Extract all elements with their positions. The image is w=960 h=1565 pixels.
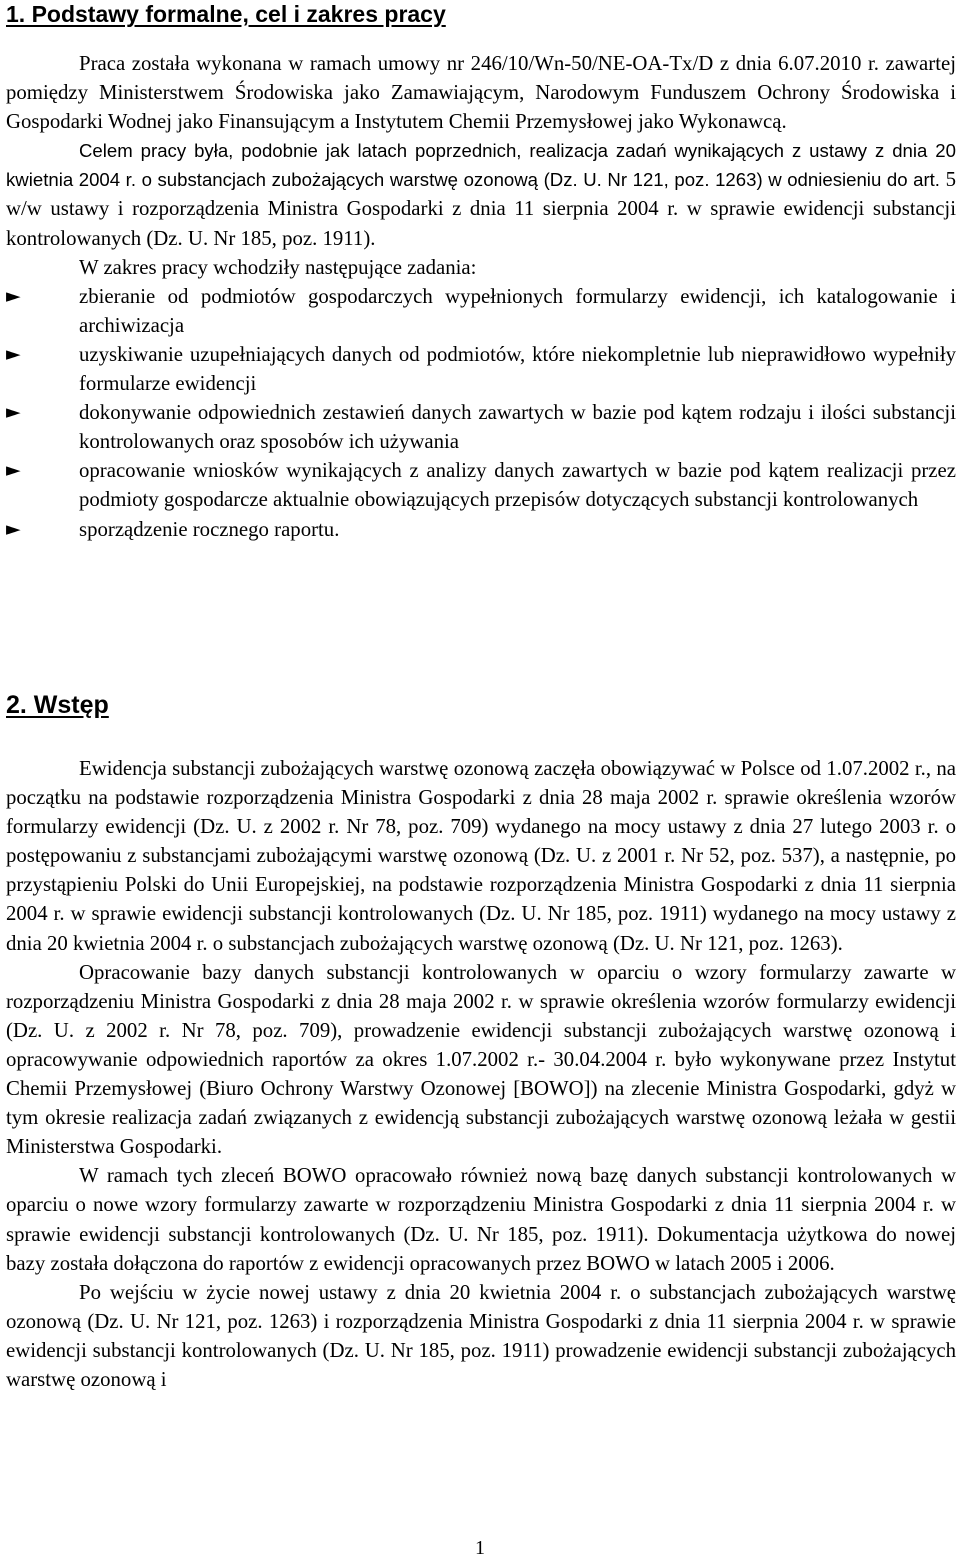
section-1-heading-text: 1. Podstawy formalne, cel i zakres pracy <box>6 1 446 27</box>
task-text: sporządzenie rocznego raportu. <box>79 517 340 541</box>
task-text: uzyskiwanie uzupełniających danych od podmiotów, które niekompletnie lub nieprawidłowo wypełniły formularze ewidencji <box>79 342 956 396</box>
list-item <box>6 456 956 514</box>
task-list <box>6 282 956 544</box>
list-item <box>6 340 956 398</box>
bullet-arrow-icon: ► <box>6 342 21 365</box>
section-1-body <box>6 49 956 544</box>
goal-paragraph <box>6 136 956 252</box>
scope-intro: W zakres pracy wchodziły następujące zadania: <box>79 255 477 279</box>
intro-paragraph: W ramach tych zleceń BOWO opracowało również nową bazę danych substancji kontrolowanych w oparciu o nowe wzory formularzy zawarte w rozporządzeniu Ministra Gospodarki z dnia 11 sierpnia 2004 r. w sprawie ewidencji substancji kontrolowanych (Dz. U. Nr 185, poz. 1911). Dokumentacja użytkowa do nowej bazy została dołączona do raportów z ewidencji opracowanych przez BOWO w latach 2005 i 2006. <box>6 1164 956 1275</box>
bullet-arrow-icon: ► <box>6 459 21 482</box>
goal-paragraph-part-1: Celem pracy była, podobnie jak latach poprzednich, realizacja zadań wynikających z ustawy z dnia 20 kwietnia 2004 r. o substancjach zubożających warstwę ozonową (Dz. U. Nr 121, poz. 1263) w odniesieniu do art. <box>6 140 956 191</box>
task-text: opracowanie wniosków wynikających z analizy danych zawartych w bazie pod kątem realizacji przez podmioty gospodarcze aktualnie obowiązujących przepisów dotyczących substancji kontrolowanych <box>79 459 956 512</box>
intro-paragraph: Ewidencja substancji zubożających warstwę ozonową zaczęła obowiązywać w Polsce od 1.07.2002 r., na początku na podstawie rozporządzenia Ministra Gospodarki z dnia 28 maja 2002 r. sprawie określenia wzorów formularzy ewidencji (Dz. U. z 2002 r. Nr 78, poz. 709) wydanego na mocy ustawy z dnia 27 lutego 2003 r. o postępowaniu z substancjami zubożającymi warstwę ozonową (Dz. U. z 2001 r. Nr 52, poz. 537), a następnie, po przystąpieniu Polski do Unii Europejskiej, na podstawie rozporządzenia Ministra Gospodarki z dnia 11 sierpnia 2004 r. w sprawie ewidencji substancji kontrolowanych (Dz. U. Nr 185, poz. 1911) wydanego na mocy ustawy z dnia 20 kwietnia 2004 r. o substancjach zubożających warstwę ozonową (Dz. U. Nr 121, poz. 1263). <box>6 757 956 955</box>
list-item <box>6 282 956 340</box>
task-text: dokonywanie odpowiednich zestawień danych zawartych w bazie pod kątem rodzaju i ilości substancji kontrolowanych oraz sposobów ich używania <box>79 401 956 454</box>
list-item <box>6 515 956 544</box>
section-2-heading <box>6 688 109 722</box>
contract-paragraph: Praca została wykonana w ramach umowy nr 246/10/Wn-50/NE-OA-Tx/D z dnia 6.07.2010 r. zawartej pomiędzy Ministerstwem Środowiska jako Zamawiającym, Narodowym Funduszem Ochrony Środowiska i Gospodarki Wodnej jako Finansującym a Instytutem Chemii Przemysłowej jako Wykonawcą. <box>6 52 956 134</box>
page-number: 1 <box>475 1537 485 1559</box>
list-item <box>6 398 956 456</box>
section-2-body <box>6 754 956 1394</box>
section-1-heading <box>6 0 946 30</box>
intro-paragraph: Po wejściu w życie nowej ustawy z dnia 20 kwietnia 2004 r. o substancjach zubożających warstwę ozonową (Dz. U. Nr 121, poz. 1263) i rozporządzenia Ministra Gospodarki z dnia 11 sierpnia 2004 r. w sprawie ewidencji substancji kontrolowanych (Dz. U. Nr 185, poz. 1911) prowadzenie ewidencji substancji zubożających warstwę ozonową i <box>6 1280 956 1391</box>
section-2-heading-text: 2. Wstęp <box>6 691 109 719</box>
goal-paragraph-part-2: 5 w/w ustawy i rozporządzenia Ministra Gospodarki z dnia 11 sierpnia 2004 r. w sprawie ewidencji substancji kontrolowanych (Dz. U. Nr 185, poz. 1911). <box>6 168 956 250</box>
bullet-arrow-icon: ► <box>6 401 21 424</box>
bullet-arrow-icon: ► <box>6 517 21 540</box>
bullet-arrow-icon: ► <box>6 284 21 307</box>
intro-paragraph: Opracowanie bazy danych substancji kontrolowanych w oparciu o wzory formularzy zawarte w rozporządzeniu Ministra Gospodarki z dnia 28 maja 2002 r. w sprawie określenia wzorów formularzy ewidencji (Dz. U. z 2002 r. Nr 78, poz. 709), prowadzenie ewidencji substancji zubożających warstwę ozonową i opracowywanie odpowiednich raportów za okres 1.07.2002 r.- 30.04.2004 r. było wykonywane przez Instytut Chemii Przemysłowej (Biuro Ochrony Warstwy Ozonowej [BOWO]) na zlecenie Ministra Gospodarki, gdyż w tym okresie realizacja zadań związanych z ewidencją substancji zubożających warstwę ozonową leżała w gestii Ministerstwa Gospodarki. <box>6 960 956 1159</box>
task-text: zbieranie od podmiotów gospodarczych wypełnionych formularzy ewidencji, ich katalogowanie i archiwizacja <box>79 284 956 337</box>
